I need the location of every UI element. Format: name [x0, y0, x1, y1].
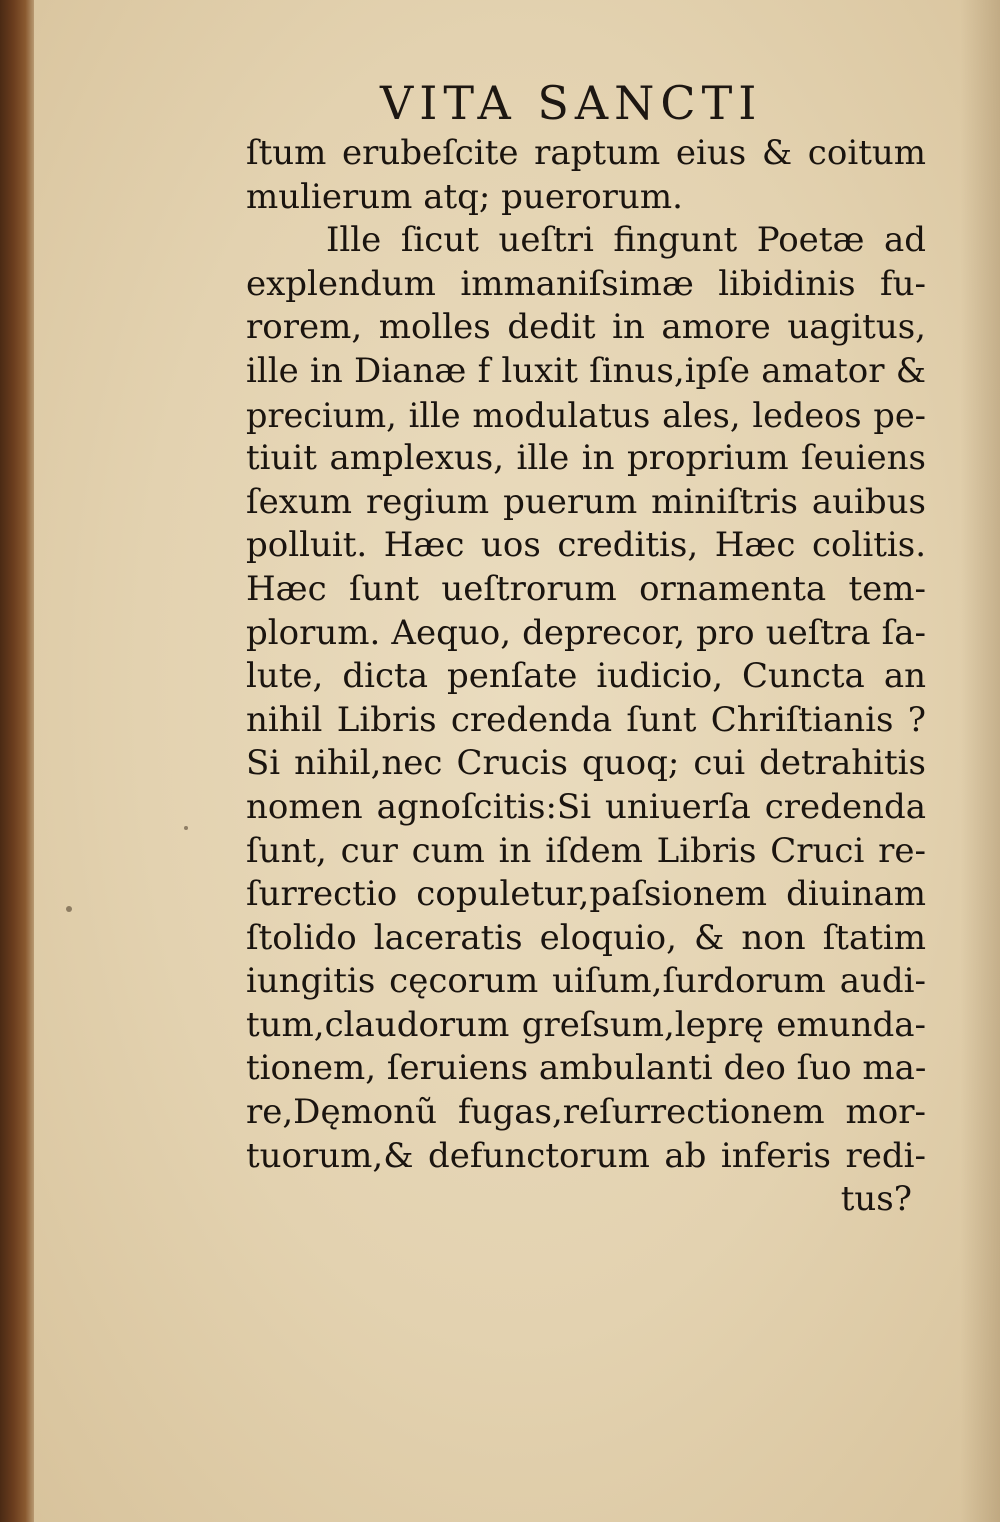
- text-line: plorum. Aequo, deprecor, pro ueſtra ſa-: [246, 612, 926, 653]
- text-line: lute, dicta penſate iudicio, Cuncta an: [246, 656, 926, 697]
- text-line: re,Dęmonũ fugas,reſurrectionem mor-: [246, 1092, 926, 1133]
- text-line: mulierum atq; puerorum.: [246, 176, 683, 217]
- text-line: ſtum erubeſcite raptum eius & coitum: [246, 133, 926, 173]
- text-line: tum,claudorum greſsum,leprę emunda-: [246, 1004, 926, 1045]
- text-line: explendum immaniſsimæ libidinis fu-: [246, 263, 926, 304]
- text-line: precium, ille modulatus ales, ledeos pe-: [246, 395, 926, 435]
- text-line: tionem, ſeruiens ambulanti deo ſuo ma-: [246, 1048, 927, 1089]
- text-line: tiuit amplexus, ille in proprium ſeuiens: [246, 438, 926, 479]
- text-line: ſunt, cur cum in iſdem Libris Cruci re-: [246, 830, 926, 871]
- text-block: [246, 132, 926, 1222]
- text-line: tuorum,& defunctorum ab inferis redi-: [246, 1135, 926, 1176]
- text-line: nihil Libris credenda ſunt Chriſtianis ?: [246, 699, 926, 740]
- book-binding-edge: [0, 0, 34, 1522]
- ink-speck: [184, 826, 188, 830]
- text-line: Si nihil,nec Crucis quoq; cui detrahitis: [246, 743, 926, 784]
- text-line: ille in Dianæ f luxit ſinus,ipſe amator &: [246, 350, 926, 391]
- catchword: tus?: [840, 1179, 912, 1220]
- ink-speck: [66, 906, 72, 912]
- text-line: ſurrectio copuletur,paſsionem diuinam: [246, 874, 926, 915]
- text-line: iungitis cęcorum uiſum,ſurdorum audi-: [246, 961, 926, 1002]
- text-line: ſtolido laceratis eloquio, & non ſtatim: [246, 917, 926, 958]
- text-line: ſexum regium puerum miniſtris auibus: [246, 481, 926, 522]
- running-head: VITA SANCTI: [380, 76, 763, 130]
- text-line: Hæc ſunt ueſtrorum ornamenta tem-: [246, 568, 926, 609]
- text-line: Ille ſicut ueſtri fingunt Poetæ ad: [326, 220, 926, 261]
- text-line: polluit. Hæc uos creditis, Hæc colitis.: [246, 525, 926, 566]
- text-line: rorem, molles dedit in amore uagitus,: [246, 307, 926, 348]
- text-line: nomen agnoſcitis:Si uniuerſa credenda: [246, 786, 926, 827]
